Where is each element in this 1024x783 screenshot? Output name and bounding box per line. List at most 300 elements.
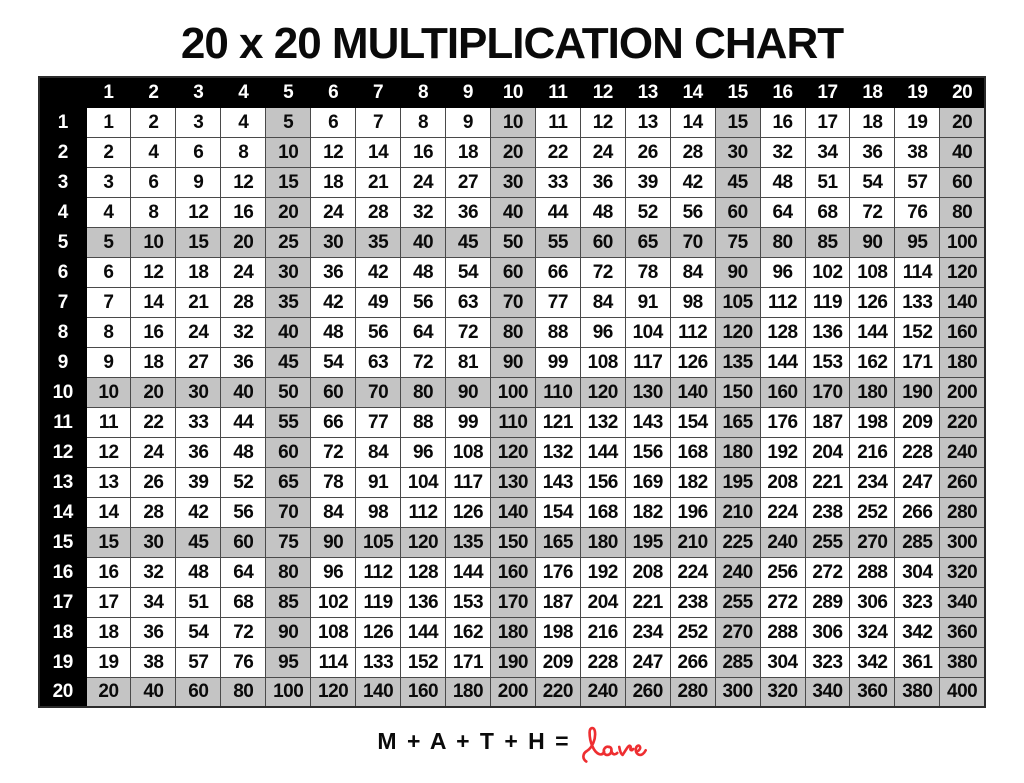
row-header-cell: 18 — [39, 617, 86, 647]
product-cell: 52 — [625, 197, 670, 227]
product-cell: 70 — [266, 497, 311, 527]
product-cell: 85 — [266, 587, 311, 617]
product-cell: 24 — [401, 167, 446, 197]
product-cell: 14 — [670, 107, 715, 137]
product-cell: 252 — [850, 497, 895, 527]
product-cell: 54 — [850, 167, 895, 197]
product-cell: 216 — [580, 617, 625, 647]
product-cell: 21 — [356, 167, 401, 197]
product-cell: 285 — [895, 527, 940, 557]
table-row — [39, 407, 985, 437]
product-cell: 8 — [401, 107, 446, 137]
product-cell: 140 — [670, 377, 715, 407]
product-cell: 96 — [580, 317, 625, 347]
product-cell: 16 — [86, 557, 131, 587]
product-cell: 20 — [221, 227, 266, 257]
product-cell: 119 — [805, 287, 850, 317]
product-cell: 15 — [176, 227, 221, 257]
product-cell: 13 — [86, 467, 131, 497]
product-cell: 27 — [446, 167, 491, 197]
product-cell: 4 — [221, 107, 266, 137]
product-cell: 240 — [760, 527, 805, 557]
product-cell: 33 — [535, 167, 580, 197]
product-cell: 14 — [86, 497, 131, 527]
product-cell: 28 — [131, 497, 176, 527]
product-cell: 209 — [895, 407, 940, 437]
product-cell: 84 — [356, 437, 401, 467]
row-header-cell: 5 — [39, 227, 86, 257]
product-cell: 33 — [176, 407, 221, 437]
table-row — [39, 467, 985, 497]
product-cell: 77 — [535, 287, 580, 317]
product-cell: 84 — [670, 257, 715, 287]
product-cell: 38 — [895, 137, 940, 167]
product-cell: 216 — [850, 437, 895, 467]
product-cell: 72 — [401, 347, 446, 377]
product-cell: 112 — [670, 317, 715, 347]
product-cell: 78 — [625, 257, 670, 287]
product-cell: 340 — [940, 587, 985, 617]
table-row — [39, 677, 985, 707]
product-cell: 144 — [446, 557, 491, 587]
product-cell: 120 — [940, 257, 985, 287]
product-cell: 154 — [535, 497, 580, 527]
product-cell: 260 — [940, 467, 985, 497]
product-cell: 36 — [176, 437, 221, 467]
product-cell: 270 — [850, 527, 895, 557]
product-cell: 260 — [625, 677, 670, 707]
product-cell: 187 — [805, 407, 850, 437]
column-header-cell: 10 — [490, 77, 535, 107]
product-cell: 187 — [535, 587, 580, 617]
product-cell: 300 — [940, 527, 985, 557]
product-cell: 190 — [895, 377, 940, 407]
product-cell: 80 — [221, 677, 266, 707]
product-cell: 16 — [131, 317, 176, 347]
product-cell: 38 — [131, 647, 176, 677]
product-cell: 54 — [311, 347, 356, 377]
product-cell: 170 — [490, 587, 535, 617]
product-cell: 13 — [625, 107, 670, 137]
product-cell: 12 — [86, 437, 131, 467]
product-cell: 57 — [176, 647, 221, 677]
product-cell: 108 — [311, 617, 356, 647]
product-cell: 100 — [266, 677, 311, 707]
row-header-cell: 17 — [39, 587, 86, 617]
product-cell: 24 — [221, 257, 266, 287]
product-cell: 11 — [535, 107, 580, 137]
table-row — [39, 437, 985, 467]
product-cell: 18 — [446, 137, 491, 167]
product-cell: 40 — [266, 317, 311, 347]
product-cell: 380 — [895, 677, 940, 707]
table-row — [39, 557, 985, 587]
product-cell: 45 — [446, 227, 491, 257]
product-cell: 126 — [446, 497, 491, 527]
product-cell: 240 — [580, 677, 625, 707]
product-cell: 289 — [805, 587, 850, 617]
product-cell: 192 — [760, 437, 805, 467]
product-cell: 120 — [401, 527, 446, 557]
product-cell: 17 — [805, 107, 850, 137]
product-cell: 32 — [760, 137, 805, 167]
product-cell: 130 — [625, 377, 670, 407]
product-cell: 209 — [535, 647, 580, 677]
product-cell: 280 — [670, 677, 715, 707]
column-header-cell: 8 — [401, 77, 446, 107]
product-cell: 5 — [266, 107, 311, 137]
product-cell: 90 — [490, 347, 535, 377]
product-cell: 16 — [401, 137, 446, 167]
product-cell: 64 — [221, 557, 266, 587]
product-cell: 7 — [86, 287, 131, 317]
table-row — [39, 377, 985, 407]
table-row — [39, 197, 985, 227]
table-row — [39, 137, 985, 167]
product-cell: 75 — [266, 527, 311, 557]
product-cell: 30 — [715, 137, 760, 167]
product-cell: 152 — [895, 317, 940, 347]
product-cell: 17 — [86, 587, 131, 617]
column-header-cell: 14 — [670, 77, 715, 107]
product-cell: 84 — [311, 497, 356, 527]
product-cell: 24 — [131, 437, 176, 467]
product-cell: 6 — [86, 257, 131, 287]
product-cell: 96 — [760, 257, 805, 287]
product-cell: 108 — [446, 437, 491, 467]
product-cell: 132 — [580, 407, 625, 437]
product-cell: 130 — [490, 467, 535, 497]
product-cell: 170 — [805, 377, 850, 407]
product-cell: 208 — [760, 467, 805, 497]
product-cell: 55 — [266, 407, 311, 437]
row-header-cell: 11 — [39, 407, 86, 437]
product-cell: 3 — [86, 167, 131, 197]
product-cell: 198 — [850, 407, 895, 437]
product-cell: 255 — [715, 587, 760, 617]
product-cell: 10 — [266, 137, 311, 167]
table-row — [39, 647, 985, 677]
product-cell: 120 — [580, 377, 625, 407]
product-cell: 18 — [850, 107, 895, 137]
table-row — [39, 287, 985, 317]
product-cell: 221 — [625, 587, 670, 617]
product-cell: 288 — [760, 617, 805, 647]
product-cell: 76 — [221, 647, 266, 677]
product-cell: 110 — [535, 377, 580, 407]
product-cell: 220 — [535, 677, 580, 707]
product-cell: 220 — [940, 407, 985, 437]
product-cell: 24 — [176, 317, 221, 347]
product-cell: 152 — [401, 647, 446, 677]
product-cell: 280 — [940, 497, 985, 527]
product-cell: 20 — [266, 197, 311, 227]
product-cell: 225 — [715, 527, 760, 557]
product-cell: 4 — [131, 137, 176, 167]
product-cell: 133 — [895, 287, 940, 317]
table-row — [39, 497, 985, 527]
column-header-cell: 5 — [266, 77, 311, 107]
product-cell: 48 — [401, 257, 446, 287]
product-cell: 60 — [221, 527, 266, 557]
product-cell: 102 — [805, 257, 850, 287]
product-cell: 57 — [895, 167, 940, 197]
product-cell: 10 — [490, 107, 535, 137]
row-header-cell: 13 — [39, 467, 86, 497]
product-cell: 60 — [940, 167, 985, 197]
product-cell: 20 — [490, 137, 535, 167]
column-header-cell: 20 — [940, 77, 985, 107]
product-cell: 52 — [221, 467, 266, 497]
product-cell: 342 — [850, 647, 895, 677]
product-cell: 20 — [131, 377, 176, 407]
table-row — [39, 617, 985, 647]
row-header-cell: 6 — [39, 257, 86, 287]
product-cell: 5 — [86, 227, 131, 257]
product-cell: 1 — [86, 107, 131, 137]
product-cell: 110 — [490, 407, 535, 437]
product-cell: 120 — [715, 317, 760, 347]
table-row — [39, 347, 985, 377]
product-cell: 84 — [580, 287, 625, 317]
product-cell: 169 — [625, 467, 670, 497]
product-cell: 48 — [311, 317, 356, 347]
product-cell: 8 — [221, 137, 266, 167]
product-cell: 143 — [535, 467, 580, 497]
product-cell: 96 — [401, 437, 446, 467]
product-cell: 80 — [490, 317, 535, 347]
product-cell: 128 — [760, 317, 805, 347]
product-cell: 45 — [266, 347, 311, 377]
product-cell: 96 — [311, 557, 356, 587]
product-cell: 100 — [490, 377, 535, 407]
product-cell: 63 — [446, 287, 491, 317]
column-header-cell: 16 — [760, 77, 805, 107]
product-cell: 105 — [715, 287, 760, 317]
product-cell: 98 — [356, 497, 401, 527]
product-cell: 55 — [535, 227, 580, 257]
product-cell: 176 — [760, 407, 805, 437]
row-header-cell: 12 — [39, 437, 86, 467]
product-cell: 18 — [131, 347, 176, 377]
product-cell: 48 — [176, 557, 221, 587]
footer-equation: M + A + T + H = — [377, 727, 571, 754]
product-cell: 88 — [535, 317, 580, 347]
product-cell: 154 — [670, 407, 715, 437]
product-cell: 60 — [266, 437, 311, 467]
row-header-cell: 16 — [39, 557, 86, 587]
table-row — [39, 257, 985, 287]
product-cell: 102 — [311, 587, 356, 617]
product-cell: 104 — [401, 467, 446, 497]
product-cell: 66 — [535, 257, 580, 287]
product-cell: 88 — [401, 407, 446, 437]
product-cell: 285 — [715, 647, 760, 677]
product-cell: 91 — [356, 467, 401, 497]
product-cell: 165 — [715, 407, 760, 437]
product-cell: 208 — [625, 557, 670, 587]
column-header-cell: 11 — [535, 77, 580, 107]
product-cell: 114 — [311, 647, 356, 677]
product-cell: 168 — [670, 437, 715, 467]
product-cell: 72 — [221, 617, 266, 647]
product-cell: 200 — [490, 677, 535, 707]
product-cell: 56 — [401, 287, 446, 317]
product-cell: 42 — [356, 257, 401, 287]
product-cell: 136 — [401, 587, 446, 617]
product-cell: 144 — [760, 347, 805, 377]
product-cell: 80 — [266, 557, 311, 587]
product-cell: 50 — [490, 227, 535, 257]
product-cell: 180 — [850, 377, 895, 407]
product-cell: 12 — [131, 257, 176, 287]
product-cell: 56 — [670, 197, 715, 227]
product-cell: 30 — [131, 527, 176, 557]
product-cell: 6 — [176, 137, 221, 167]
product-cell: 104 — [625, 317, 670, 347]
product-cell: 90 — [311, 527, 356, 557]
product-cell: 64 — [401, 317, 446, 347]
table-header — [39, 77, 985, 107]
product-cell: 27 — [176, 347, 221, 377]
product-cell: 340 — [805, 677, 850, 707]
product-cell: 60 — [311, 377, 356, 407]
table-row — [39, 317, 985, 347]
product-cell: 15 — [715, 107, 760, 137]
product-cell: 14 — [356, 137, 401, 167]
product-cell: 180 — [490, 617, 535, 647]
product-cell: 72 — [850, 197, 895, 227]
product-cell: 30 — [266, 257, 311, 287]
product-cell: 306 — [850, 587, 895, 617]
product-cell: 204 — [805, 437, 850, 467]
product-cell: 133 — [356, 647, 401, 677]
product-cell: 190 — [490, 647, 535, 677]
product-cell: 20 — [940, 107, 985, 137]
product-cell: 320 — [940, 557, 985, 587]
product-cell: 140 — [490, 497, 535, 527]
product-cell: 266 — [670, 647, 715, 677]
product-cell: 85 — [805, 227, 850, 257]
product-cell: 135 — [715, 347, 760, 377]
multiplication-table — [38, 76, 986, 708]
product-cell: 150 — [715, 377, 760, 407]
product-cell: 45 — [715, 167, 760, 197]
product-cell: 160 — [490, 557, 535, 587]
product-cell: 300 — [715, 677, 760, 707]
product-cell: 91 — [625, 287, 670, 317]
product-cell: 45 — [176, 527, 221, 557]
product-cell: 156 — [625, 437, 670, 467]
product-cell: 196 — [670, 497, 715, 527]
product-cell: 126 — [850, 287, 895, 317]
product-cell: 30 — [176, 377, 221, 407]
row-header-cell: 1 — [39, 107, 86, 137]
product-cell: 60 — [580, 227, 625, 257]
product-cell: 18 — [86, 617, 131, 647]
product-cell: 60 — [715, 197, 760, 227]
product-cell: 20 — [86, 677, 131, 707]
product-cell: 304 — [895, 557, 940, 587]
product-cell: 360 — [850, 677, 895, 707]
product-cell: 140 — [356, 677, 401, 707]
product-cell: 19 — [86, 647, 131, 677]
product-cell: 51 — [805, 167, 850, 197]
product-cell: 228 — [895, 437, 940, 467]
product-cell: 195 — [715, 467, 760, 497]
product-cell: 162 — [446, 617, 491, 647]
product-cell: 95 — [895, 227, 940, 257]
product-cell: 26 — [625, 137, 670, 167]
table-body — [39, 107, 985, 707]
product-cell: 247 — [625, 647, 670, 677]
product-cell: 65 — [625, 227, 670, 257]
product-cell: 165 — [535, 527, 580, 557]
column-header-row — [39, 77, 985, 107]
product-cell: 78 — [311, 467, 356, 497]
product-cell: 24 — [311, 197, 356, 227]
product-cell: 32 — [131, 557, 176, 587]
product-cell: 81 — [446, 347, 491, 377]
row-header-cell: 7 — [39, 287, 86, 317]
product-cell: 132 — [535, 437, 580, 467]
product-cell: 40 — [401, 227, 446, 257]
column-header-cell: 2 — [131, 77, 176, 107]
product-cell: 304 — [760, 647, 805, 677]
row-header-cell: 9 — [39, 347, 86, 377]
product-cell: 80 — [401, 377, 446, 407]
row-header-cell: 14 — [39, 497, 86, 527]
product-cell: 60 — [490, 257, 535, 287]
product-cell: 160 — [940, 317, 985, 347]
product-cell: 6 — [311, 107, 356, 137]
row-header-cell: 3 — [39, 167, 86, 197]
product-cell: 63 — [356, 347, 401, 377]
product-cell: 361 — [895, 647, 940, 677]
product-cell: 112 — [760, 287, 805, 317]
product-cell: 180 — [580, 527, 625, 557]
product-cell: 90 — [266, 617, 311, 647]
product-cell: 72 — [446, 317, 491, 347]
product-cell: 90 — [715, 257, 760, 287]
product-cell: 2 — [131, 107, 176, 137]
product-cell: 272 — [805, 557, 850, 587]
product-cell: 16 — [221, 197, 266, 227]
column-header-cell: 9 — [446, 77, 491, 107]
product-cell: 30 — [490, 167, 535, 197]
product-cell: 180 — [715, 437, 760, 467]
product-cell: 66 — [311, 407, 356, 437]
product-cell: 36 — [446, 197, 491, 227]
product-cell: 80 — [760, 227, 805, 257]
product-cell: 99 — [535, 347, 580, 377]
product-cell: 35 — [266, 287, 311, 317]
product-cell: 28 — [670, 137, 715, 167]
product-cell: 342 — [895, 617, 940, 647]
column-header-cell: 17 — [805, 77, 850, 107]
row-header-cell: 10 — [39, 377, 86, 407]
product-cell: 112 — [401, 497, 446, 527]
product-cell: 171 — [895, 347, 940, 377]
product-cell: 156 — [580, 467, 625, 497]
product-cell: 221 — [805, 467, 850, 497]
column-header-cell: 18 — [850, 77, 895, 107]
product-cell: 16 — [760, 107, 805, 137]
product-cell: 42 — [670, 167, 715, 197]
row-header-cell: 20 — [39, 677, 86, 707]
product-cell: 4 — [86, 197, 131, 227]
product-cell: 76 — [895, 197, 940, 227]
